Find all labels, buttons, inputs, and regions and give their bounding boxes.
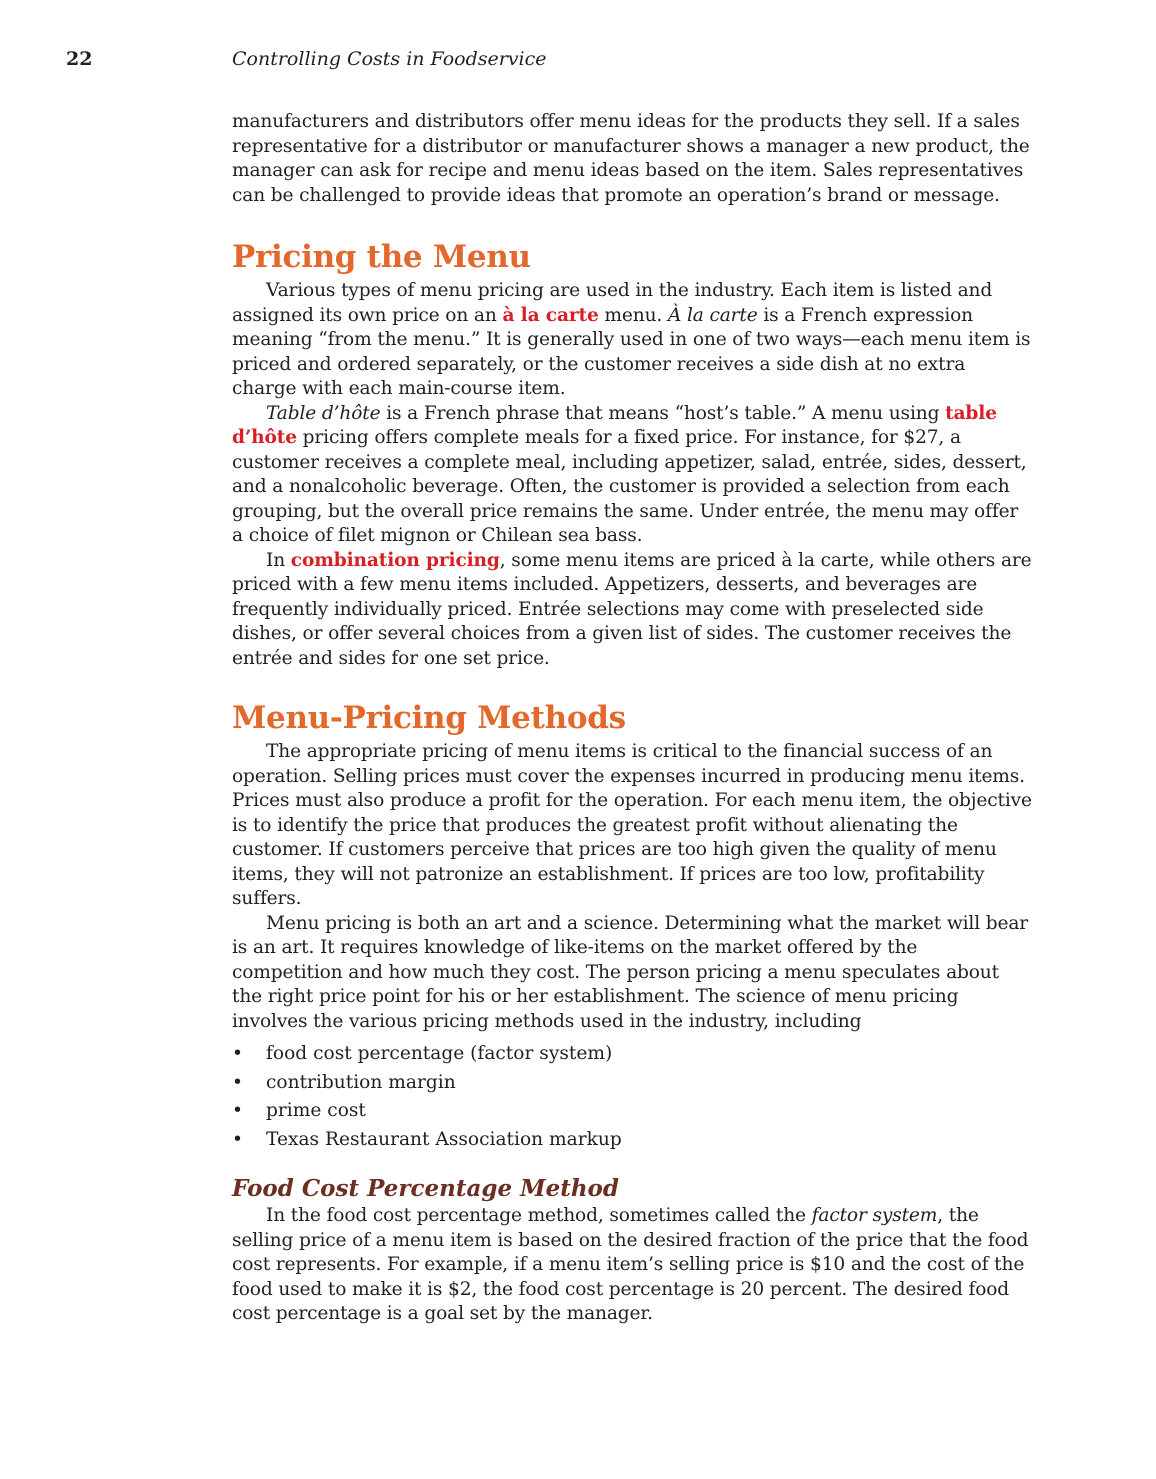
page-body	[232, 110, 1032, 1327]
list-item: • prime cost	[232, 1097, 1032, 1126]
section-heading-menu-pricing-methods: Menu-Pricing Methods	[232, 700, 626, 736]
subsection-heading-food-cost-percentage: Food Cost Percentage Method	[232, 1175, 619, 1202]
key-term-table-dhote: table d’hôte	[232, 402, 997, 448]
list-item: • Texas Restaurant Association markup	[232, 1126, 1032, 1155]
paragraph-food-cost-percentage: In the food cost percentage method, sometimes called the factor system, the selling price of a menu item is based on the desired fraction of the price that the food cost represents. For example, if a menu item’s selling price is $10 and the cost of the food used to make it is $2, the food cost percentage is 20 percent. The desired food cost percentage is a goal set by the manager.	[232, 1205, 1029, 1324]
paragraph-combination-pricing: In combination pricing, some menu items are priced à la carte, while others are priced with a few menu items included. Appetizers, desserts, and beverages are frequently individually priced. Entrée selections may come with preselected side dishes, or offer several choices from a given list of sides. The customer receives the entrée and sides for one set price.	[232, 549, 1032, 669]
page-header	[0, 46, 1156, 76]
paragraph-art-and-science: Menu pricing is both an art and a science. Determining what the market will bear is an art. It requires knowledge of like-items on the market offered by the competition and how much they cost. The person pricing a menu speculates about the right price point for his or her establishment. The science of menu pricing involves the various pricing methods used in the industry, including	[232, 912, 1029, 1032]
italic-a-la-carte: À la carte	[667, 304, 758, 326]
running-title: Controlling Costs in Foodservice	[232, 48, 547, 70]
list-item: • contribution margin	[232, 1069, 1032, 1098]
bullet-icon: •	[232, 1100, 243, 1121]
list-item: • food cost percentage (factor system)	[232, 1040, 1032, 1069]
bullet-icon: •	[232, 1071, 243, 1093]
paragraph-table-dhote: Table d’hôte is a French phrase that means “host’s table.” A menu using table d’hôte pricing offers complete meals for a fixed price. For instance, for $27, a customer receives a complete meal, including appetizer, salad, entrée, sides, dessert, and a nonalcoholic beverage. Often, the customer is provided a selection from each grouping, but the overall price remains the same. Under entrée, the menu may offer a choice of filet mignon or Chilean sea bass.	[232, 402, 1027, 546]
bullet-icon: •	[232, 1043, 243, 1064]
page-number: 22	[66, 48, 93, 70]
key-term-combination-pricing: combination pricing	[290, 549, 500, 571]
paragraph-a-la-carte: Various types of menu pricing are used in the industry. Each item is listed and assigned its own price on an à la carte menu. À la carte is a French expression meaning “from the menu.” It is generally used in one of two ways—each menu item is priced and ordered separately, or the customer receives a side dish at no extra charge with each main-course item.	[232, 280, 1031, 399]
italic-factor-system: factor system	[811, 1205, 938, 1226]
paragraph-appropriate-pricing: The appropriate pricing of menu items is critical to the financial success of an operation. Selling prices must cover the expenses incurred in producing menu items. Prices must also produce a profit for the operation. For each menu item, the objective is to identify the price that produces the greatest profit without alienating the customer. If customers perceive that prices are too high given the quality of menu items, they will not patronize an establishment. If prices are too low, profitability suffers.	[232, 741, 1032, 909]
bullet-icon: •	[232, 1128, 243, 1150]
intro-paragraph: manufacturers and distributors offer menu ideas for the products they sell. If a sales representative for a distributor or manufacturer shows a manager a new product, the manager can ask for recipe and menu ideas based on the item. Sales representatives can be challenged to provide ideas that promote an operation’s brand or message.	[232, 111, 1030, 206]
pricing-methods-list	[232, 1040, 1032, 1154]
section-heading-pricing-the-menu: Pricing the Menu	[232, 239, 531, 275]
italic-table-dhote: Table d’hôte	[266, 402, 381, 424]
key-term-a-la-carte: à la carte	[502, 304, 599, 326]
